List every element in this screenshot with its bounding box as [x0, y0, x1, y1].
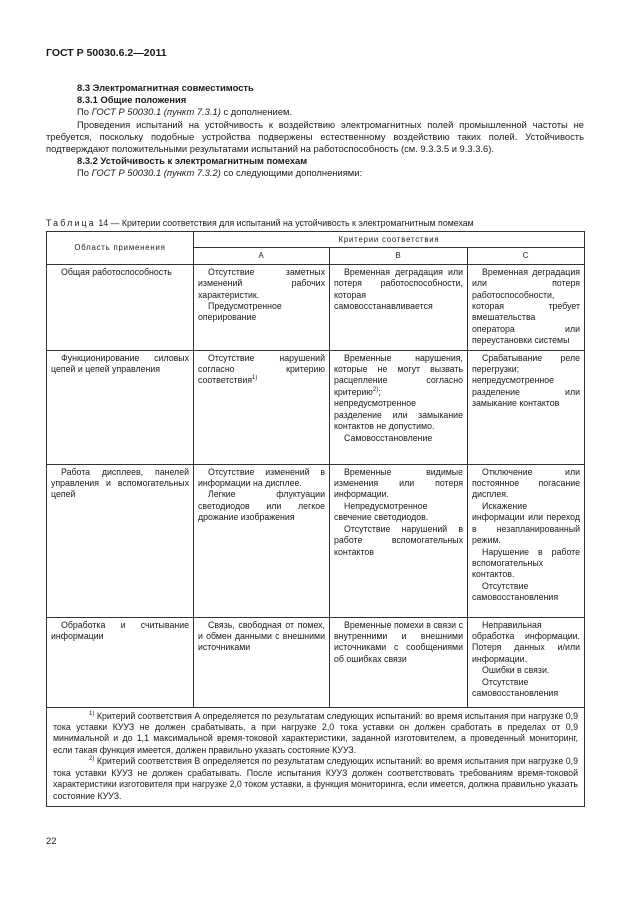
area-text: Общая работоспособность — [61, 266, 172, 277]
cell-area — [47, 617, 194, 707]
footnote-ref: 1) — [252, 375, 258, 382]
text: Критерий соответствия А определяется по результатам следующих испытаний: во время испытания при нагрузке 0,9 тока уставки КУУЗ не должен срабатывать, а при нагрузке 2,0 тока уставки он должен сработать в пределах от 0,9 минимальной и до 1,1 максимальной время-токовой характеристики, заданной изготовителем, а проведенный мониторинг, если такая функция имеется, должен правильно указать состояние КУУЗ. — [53, 710, 578, 755]
text: Срабатывание реле перегрузки; непредусмотренное разделение или замыкание контактов — [472, 352, 580, 409]
header-col-c: С — [468, 248, 585, 264]
text: Искажение информации или переход в незапланированный режим. — [472, 500, 580, 546]
section-title-8-3-2: 8.3.2 Устойчивость к электромагнитным помехам — [77, 155, 308, 167]
text: Неправильная обработка информации. Потеря данных и/или информации. — [472, 619, 580, 664]
header-col-b: В — [330, 248, 468, 264]
table-row — [47, 350, 585, 464]
cell-area — [47, 350, 194, 464]
cell-b — [330, 264, 468, 350]
text: Отсутствие заметных изменений рабочих характеристик. — [198, 266, 325, 300]
cell-b — [330, 464, 468, 617]
text: Временные нарушения, которые не могут вызвать расцепление согласно критерию — [334, 352, 463, 397]
table-row — [47, 617, 585, 707]
footnote-ref: 2) — [372, 386, 379, 393]
cell-area — [47, 264, 194, 350]
cell-b — [330, 350, 468, 464]
text: Временные видимые изменения или потеря информации. — [334, 466, 463, 500]
header-criteria: Критерии соответствия — [194, 232, 585, 248]
cell-a — [194, 264, 330, 350]
text: Временные помехи в связи с внутренними и внешними источниками с сообщениями об ошибках связи — [334, 619, 463, 664]
text: Легкие флуктуации светодиодов или легкое дрожание изображения — [198, 489, 325, 523]
text: Связь, свободная от помех, и обмен данными с внешними источниками — [198, 619, 325, 653]
cell-b — [330, 617, 468, 707]
area-text: Функционирование силовых цепей и цепей управления — [51, 352, 189, 375]
table-row — [47, 264, 585, 350]
standard-reference: ГОСТ Р 50030.1 (пункт 7.3.2) — [91, 167, 221, 179]
text — [334, 353, 463, 433]
text: Отключение или постоянное погасание дисплея. — [472, 466, 580, 500]
paragraph-8-3-1-body: Проведения испытаний на устойчивость к воздействию электромагнитных полей промышленной частоты не требуется, поскольку подобные устройства подвержены естественному воздействию таких полей. Устойчивость подтверждают положительными результатами испытаний на работоспособность (см. 9.3.3.5 и 9.3.3.6). — [46, 118, 584, 155]
footnote-2 — [53, 756, 578, 802]
text: Отсутствие нарушений согласно критерию соответствия — [198, 352, 325, 386]
text: Непредусмотренное свечение светодиодов. — [334, 500, 429, 523]
table-label: Таблица — [46, 218, 96, 228]
header-col-a: А — [194, 248, 330, 264]
text: Временная деградация или потеря работоспособности, которая самовосстанавливается — [334, 266, 463, 312]
page-number: 22 — [46, 835, 57, 846]
text: По — [77, 167, 92, 179]
cell-c — [468, 617, 585, 707]
section-title-8-3: 8.3 Электромагнитная совместимость — [77, 82, 254, 93]
area-text: Работа дисплеев, панелей управления и вспомогательных цепей — [51, 466, 189, 500]
text: Ошибки в связи. — [482, 665, 550, 676]
text — [198, 353, 325, 387]
criteria-table — [46, 231, 585, 807]
area-text: Обработка и считывание информации — [51, 619, 189, 642]
section-8-3 — [46, 82, 584, 180]
table-caption — [46, 217, 474, 229]
text: Отсутствие нарушений в работе вспомогательных контактов — [334, 523, 463, 557]
text: Отсутствие изменений в информации на дисплее. — [198, 466, 325, 489]
footnote-mark: 1) — [89, 710, 95, 717]
footnote-mark: 2) — [89, 756, 95, 763]
cell-a — [194, 350, 330, 464]
cell-c — [468, 464, 585, 617]
text: Предусмотренное оперирование — [198, 301, 282, 323]
text: Самовосстановление — [344, 432, 433, 443]
text: Нарушение в работе вспомогательных контактов. — [472, 546, 580, 580]
text: Критерий соответствия В определяется по результатам следующих испытаний: во время испытания при нагрузке 0,9 тока уставки КУУЗ не должен срабатывать. После испытания КУУЗ должен соответствовать требованиям время-токовой характеристики изготовителя при нагрузке 2,0 током уставки, а функция мониторинга, если имеется, должна правильно указать состояние КУУЗ. — [53, 756, 578, 801]
document-header: ГОСТ Р 50030.6.2—2011 — [46, 47, 167, 59]
text: с дополнением. — [220, 106, 293, 118]
table-row — [47, 464, 585, 617]
table-footnotes — [47, 707, 585, 806]
text: ; непредусмотренное разделение или замыкание контактов не допустимо. — [334, 386, 463, 432]
text: Отсутствие самовосстановления — [472, 580, 559, 603]
standard-reference: ГОСТ Р 50030.1 (пункт 7.3.1) — [91, 106, 221, 118]
paragraph-8-3-2-ref — [46, 167, 584, 179]
text: Временная деградация или потеря работоспособности, которая требует вмешательства оператора или переустановки системы — [472, 266, 580, 346]
cell-a — [194, 464, 330, 617]
paragraph-8-3-1-ref — [46, 106, 584, 118]
table-caption-text: 14 — Критерии соответствия для испытаний на устойчивость к электромагнитным помехам — [95, 218, 474, 228]
section-title-8-3-1: 8.3.1 Общие положения — [77, 94, 187, 106]
cell-c — [468, 350, 585, 464]
cell-a — [194, 617, 330, 707]
text: со следующими дополнениями: — [220, 167, 363, 179]
footnote-1 — [53, 711, 578, 757]
text: По — [77, 106, 92, 118]
cell-area — [47, 464, 194, 617]
header-area: Область применения — [47, 232, 194, 265]
cell-c — [468, 264, 585, 350]
text: Отсутствие самовосстановления — [472, 676, 559, 699]
